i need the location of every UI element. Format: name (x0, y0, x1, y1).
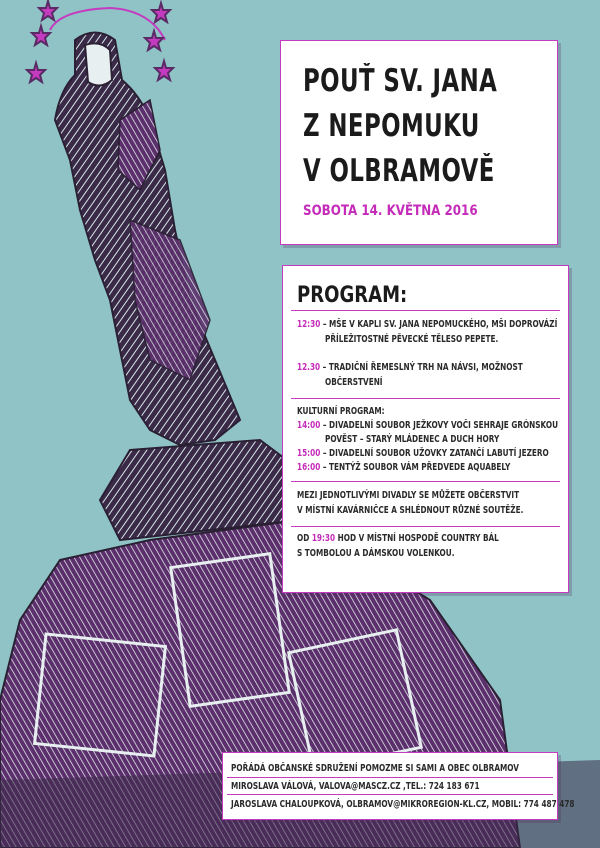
divider (227, 794, 553, 795)
divider (291, 526, 560, 527)
evening-line-2: S TOMBOLOU A DÁMSKOU VOLENKOU. (297, 548, 455, 559)
program-item-3: 14:00 – DIVADELNÍ SOUBOR JEŽKOVY VOČI SEHRAJE GRÓNSKOU (297, 420, 559, 431)
organizer-line-1: POŘÁDÁ OBČANSKÉ SDRUŽENÍ POMOZME SI SAMI A OBEC OLBRAMOV (231, 763, 519, 774)
item-time: 12.30 (297, 362, 321, 373)
divider (291, 398, 560, 399)
program-heading: PROGRAM: (297, 283, 408, 308)
organizer-contact-1: MIROSLAVA VÁLOVÁ, VALOVA@MASCZ.CZ ,TEL.: 724 183 671 (231, 781, 480, 792)
divider (291, 481, 560, 482)
note-line-2: V MÍSTNÍ KAVÁRNIČCE A SHLÉDNOUT RŮZNÉ SOUTĚŽE. (297, 505, 524, 516)
program-panel (282, 265, 569, 593)
divider (291, 310, 560, 311)
title-line-2: Z NEPOMUKU (303, 108, 480, 144)
evening-line-1: OD 19:30 HOD V MÍSTNÍ HOSPODĚ COUNTRY BÁL (297, 533, 499, 544)
program-item-1: 12:30 – MŠE V KAPLI SV. JANA NEPOMUCKÉHO, MŠI DOPROVÁZÍ (297, 319, 558, 330)
program-item-2-cont: OBČERSTVENÍ (325, 377, 383, 388)
title-line-1: POUŤ SV. JANA (303, 63, 498, 99)
divider (227, 777, 553, 778)
note-line-1: MEZI JEDNOTLIVÝMI DIVADLY SE MŮŽETE OBČERSTVIT (297, 490, 520, 501)
program-item-4: 15:00 – DIVADELNÍ SOUBOR UŽOVKY ZATANČÍ LABUTÍ JEZERO (297, 448, 549, 459)
program-item-1-cont: PŘÍLEŽITOSTNÉ PĚVECKÉ TĚLESO PEPETE. (325, 334, 499, 345)
program-item-2: 12.30 – TRADIČNÍ ŘEMESLNÝ TRH NA NÁVSI, MOŽNOST (297, 362, 523, 373)
evening-time: 19:30 (311, 533, 336, 544)
item-time: 15:00 (297, 448, 321, 459)
title-panel (280, 40, 558, 245)
organizer-panel (222, 752, 575, 820)
item-time: 12:30 (297, 319, 321, 330)
organizer-contact-2: JAROSLAVA CHALOUPKOVÁ, OLBRAMOV@MIKROREGION-KL.CZ, MOBIL: 774 487 478 (231, 799, 575, 810)
event-date: SOBOTA 14. KVĚTNA 2016 (303, 203, 478, 219)
program-item-3-cont: POVĚST – STARÝ MLÁDENEC A DUCH HORY (325, 434, 500, 445)
program-item-5: 16:00 – TENTÝŽ SOUBOR VÁM PŘEDVEDE AQUABELY (297, 462, 511, 473)
item-time: 14:00 (297, 420, 321, 431)
title-line-3: V OLBRAMOVĚ (303, 153, 495, 189)
cultural-heading: KULTURNÍ PROGRAM: (297, 406, 385, 417)
item-time: 16:00 (297, 462, 321, 473)
